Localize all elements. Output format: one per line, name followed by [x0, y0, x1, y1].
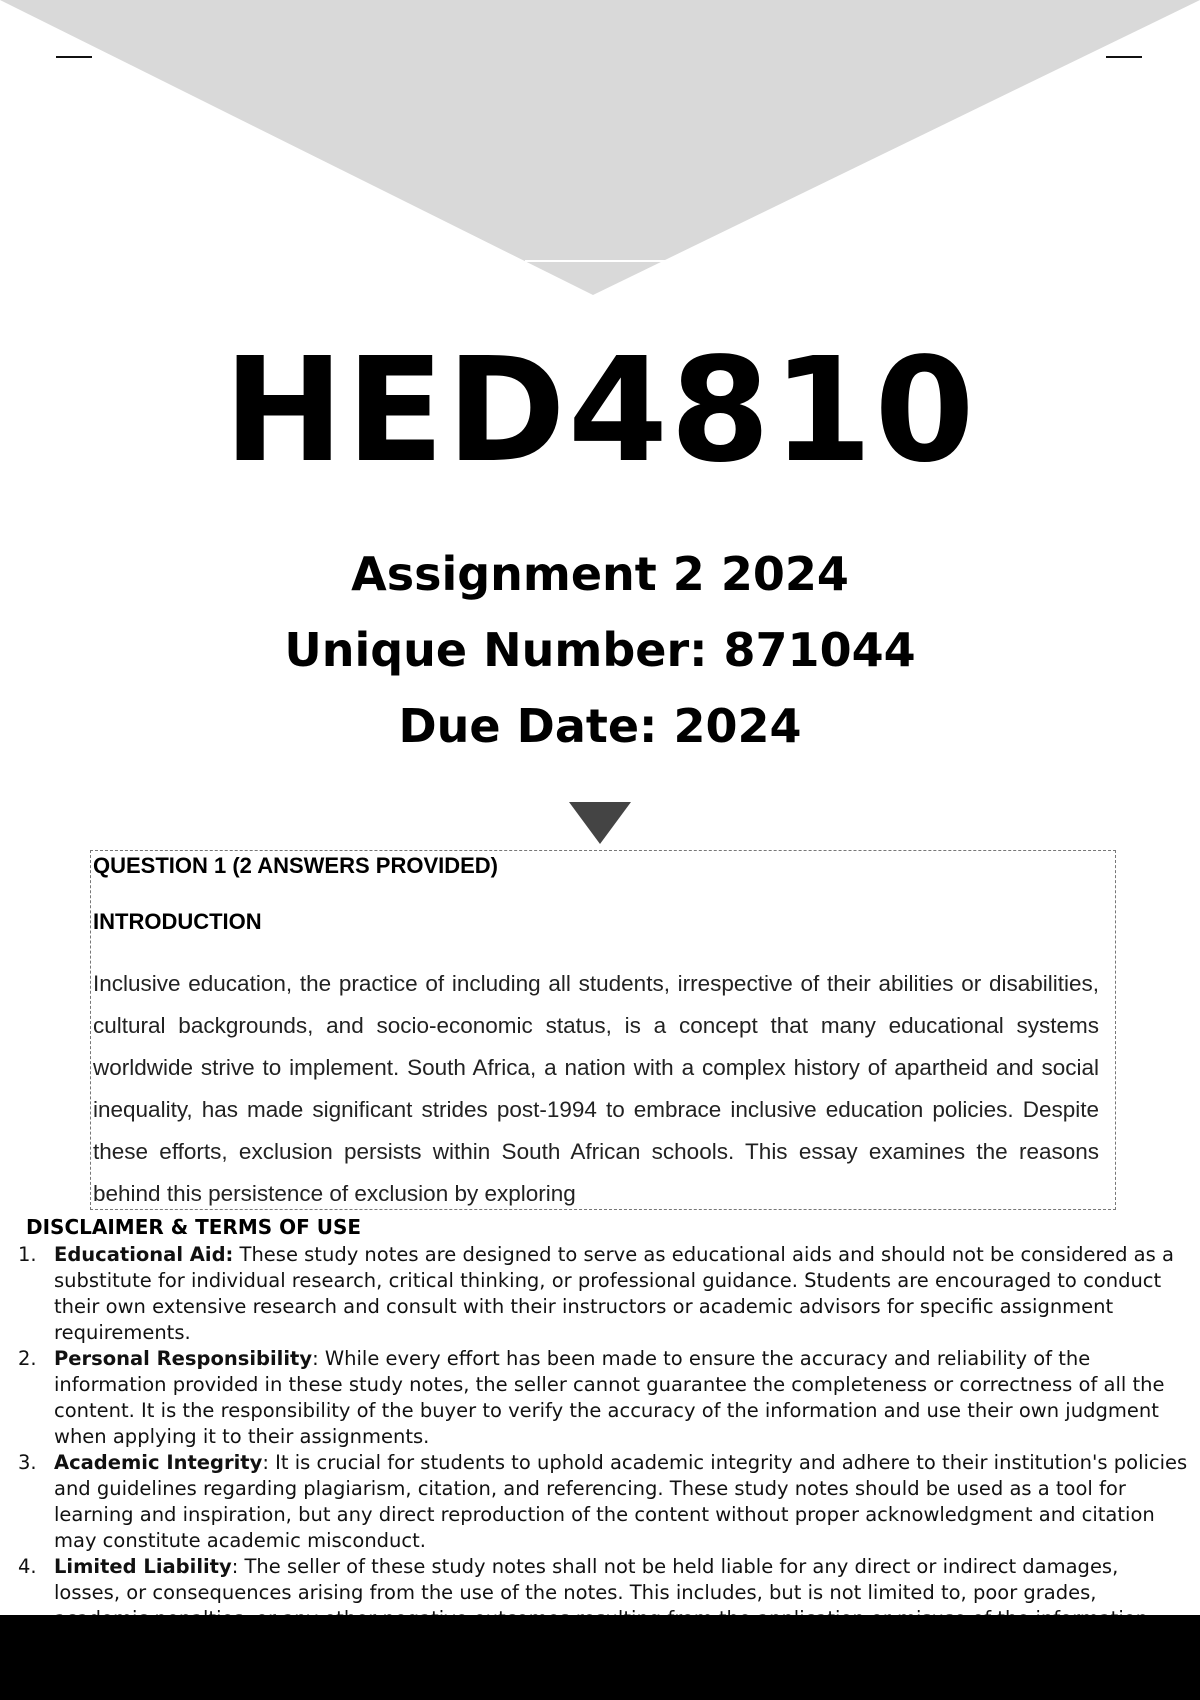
item-text: : It is crucial for students to uphold academic integrity and adhere to their institution's policies and guidelines regarding plagiarism, citation, and referencing. These study notes should be used as a tool for learning and inspiration, but any direct reproduction of the content without proper acknowledgment and citation may constitute academic misconduct. — [54, 1451, 1188, 1552]
item-number: 1. — [18, 1243, 37, 1266]
item-text: : While every effort has been made to ensure the accuracy and reliability of the information provided in these study notes, the seller cannot guarantee the completeness or correctness of all the content. It is the responsibility of the buyer to verify the accuracy of the information and use their own judgment when applying it to their assignments. — [54, 1347, 1165, 1448]
course-code-title: HED4810 — [223, 326, 977, 494]
assignment-label: Assignment 2 2024 — [351, 547, 849, 601]
banner-chevron — [0, 0, 1200, 295]
question-preview-box — [90, 850, 1116, 1210]
item-number: 4. — [18, 1555, 37, 1578]
item-number: 3. — [18, 1451, 37, 1474]
item-number: 2. — [18, 1347, 37, 1370]
disclaimer-item — [0, 1450, 1190, 1554]
introduction-paragraph: Inclusive education, the practice of including all students, irrespective of their abilities or disabilities, cultural backgrounds, and socio-economic status, is a concept that many educational systems worldwide strive to implement. South Africa, a nation with a complex history of apartheid and social inequality, has made significant strides post-1994 to embrace inclusive education policies. Despite these efforts, exclusion persists within South African schools. This essay examines the reasons behind this persistence of exclusion by exploring — [93, 971, 1099, 1206]
disclaimer-item — [0, 1346, 1190, 1450]
unique-number-label: Unique Number: 871044 — [284, 623, 916, 677]
due-date-label: Due Date: 2024 — [398, 699, 802, 753]
corner-line-right — [1106, 56, 1142, 58]
section-heading: INTRODUCTION — [93, 909, 262, 934]
item-term: Limited Liability — [54, 1555, 232, 1578]
question-heading: QUESTION 1 (2 ANSWERS PROVIDED) — [93, 853, 499, 878]
corner-line-left — [56, 56, 92, 58]
item-text: These study notes are designed to serve as educational aids and should not be considered as a substitute for individual research, critical thinking, or professional guidance. Students are encouraged to conduct their own extensive research and consult with their instructors or academic advisors for specific assignment requirements. — [54, 1243, 1174, 1344]
item-term: Academic Integrity — [54, 1451, 263, 1474]
down-triangle-icon — [569, 802, 631, 844]
disclaimer-list — [0, 1242, 1190, 1632]
bottom-black-bar — [0, 1615, 1200, 1700]
item-term: Personal Responsibility — [54, 1347, 313, 1370]
item-text: : The seller of these study notes shall not be held liable for any direct or indirect damages, losses, or consequences arising from the use of the notes. This includes, but is not limited to, poor grades, — [54, 1555, 1119, 1604]
disclaimer-item — [0, 1242, 1190, 1346]
item-term: Educational Aid: — [54, 1243, 234, 1266]
disclaimer-title: DISCLAIMER & TERMS OF USE — [26, 1215, 362, 1239]
header-banner — [0, 0, 1200, 300]
